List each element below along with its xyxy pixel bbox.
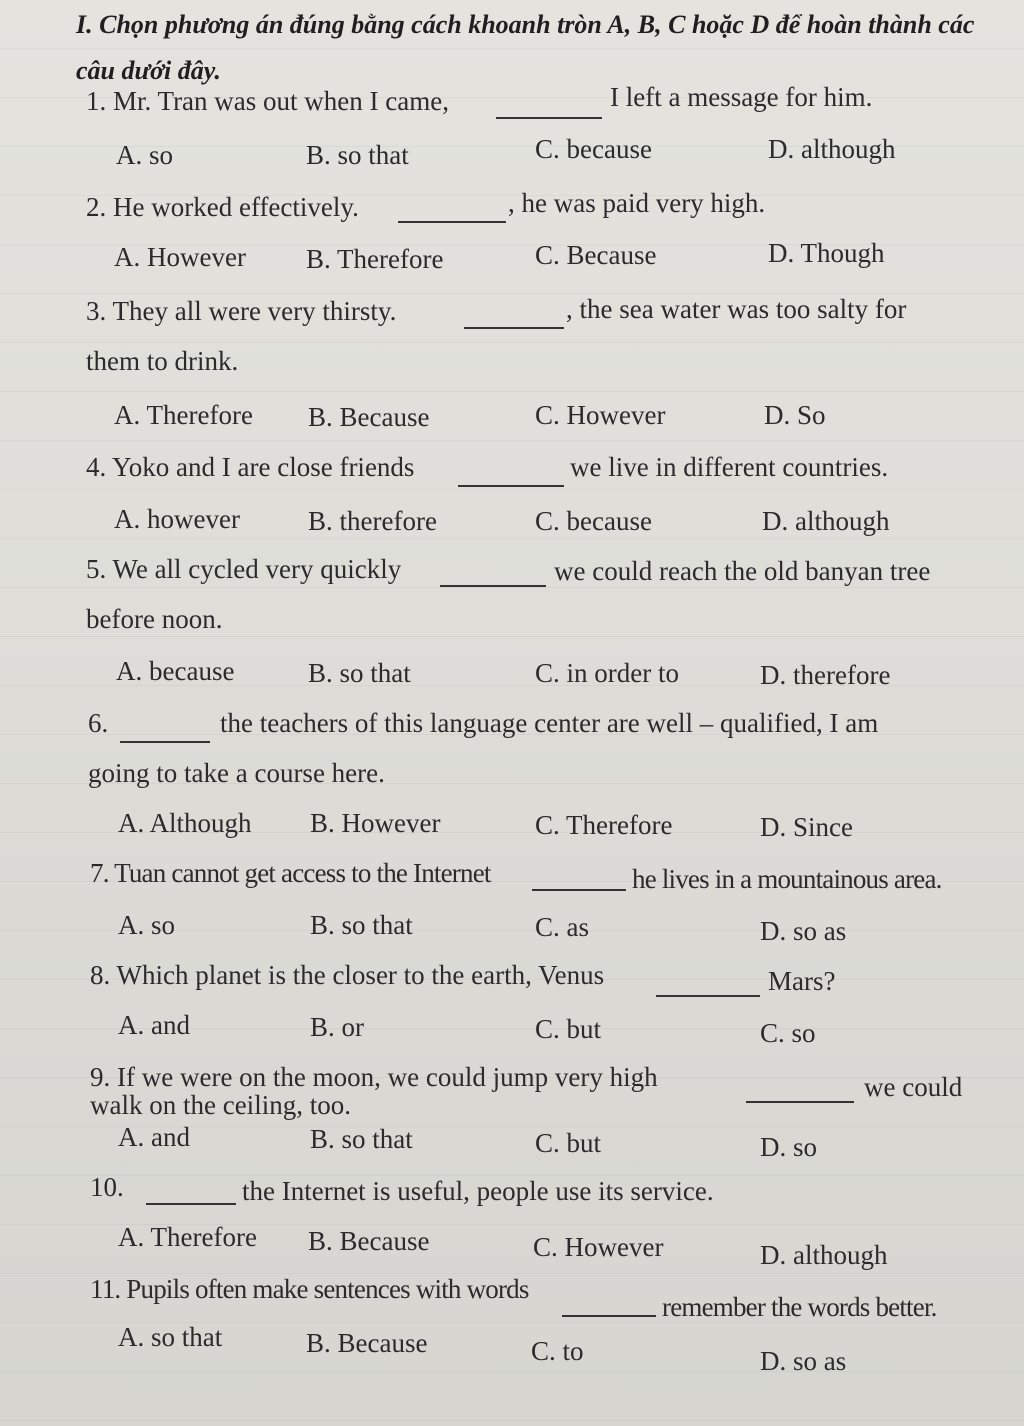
question-text: Mars? — [768, 966, 836, 996]
question-text: walk on the ceiling, too. — [90, 1090, 351, 1120]
option-d[interactable]: D. although — [762, 506, 890, 536]
option-d[interactable]: D. Since — [760, 812, 853, 842]
answer-blank[interactable] — [464, 326, 564, 329]
question-text: 8. Which planet is the closer to the earth, Venus — [90, 960, 605, 990]
option-b[interactable]: B. However — [310, 808, 441, 838]
option-d[interactable]: D. So — [764, 400, 826, 430]
option-d[interactable]: D. although — [760, 1240, 888, 1270]
option-a[interactable]: A. and — [118, 1010, 190, 1040]
question-text: the teachers of this language center are well – qualified, I am — [220, 708, 879, 738]
exercise-heading: I. Chọn phương án đúng bằng cách khoanh tròn A, B, C hoặc D để hoàn thành các câu dưới đây. — [76, 10, 975, 85]
option-b[interactable]: B. therefore — [308, 506, 437, 536]
option-c[interactable]: C. to — [531, 1336, 584, 1366]
question-text: them to drink. — [86, 346, 239, 376]
answer-blank[interactable] — [146, 1202, 236, 1205]
option-b[interactable]: B. Because — [306, 1328, 428, 1358]
option-a[interactable]: A. Therefore — [114, 400, 253, 430]
question-text: 11. Pupils often make sentences with words — [90, 1274, 529, 1304]
option-a[interactable]: A. Therefore — [118, 1222, 257, 1252]
question-text: , the sea water was too salty for — [566, 294, 907, 324]
option-a[interactable]: A. However — [114, 242, 246, 272]
option-c[interactable]: C. but — [535, 1014, 602, 1044]
option-a[interactable]: A. so — [116, 140, 174, 170]
option-b[interactable]: B. so that — [308, 658, 411, 688]
question-text: 10. — [90, 1172, 124, 1202]
option-c[interactable]: C. as — [535, 912, 589, 942]
option-c[interactable]: C. because — [535, 506, 652, 536]
question-text: 5. We all cycled very quickly — [86, 554, 402, 584]
answer-blank[interactable] — [746, 1100, 854, 1103]
option-c[interactable]: C. However — [533, 1232, 664, 1262]
answer-blank[interactable] — [532, 888, 626, 891]
question-text: the Internet is useful, people use its service. — [242, 1176, 714, 1206]
option-a[interactable]: A. because — [116, 656, 235, 686]
option-c[interactable]: C. Therefore — [535, 810, 673, 840]
option-c[interactable]: C. but — [535, 1128, 602, 1158]
option-c[interactable]: C. However — [535, 400, 666, 430]
option-c[interactable]: C. Because — [535, 240, 657, 270]
option-b[interactable]: B. Because — [308, 1226, 430, 1256]
answer-blank[interactable] — [120, 740, 210, 743]
answer-blank[interactable] — [398, 220, 506, 223]
answer-blank[interactable] — [458, 484, 564, 487]
option-a[interactable]: A. so — [118, 910, 176, 940]
question-text: before noon. — [86, 604, 223, 634]
question-text: remember the words better. — [662, 1292, 937, 1322]
option-d[interactable]: D. although — [768, 134, 896, 164]
answer-blank[interactable] — [562, 1314, 656, 1317]
question-text: we could — [864, 1072, 963, 1102]
question-text: 3. They all were very thirsty. — [86, 296, 397, 326]
option-b[interactable]: B. so that — [306, 140, 409, 170]
option-c[interactable]: C. because — [535, 134, 652, 164]
question-text: 4. Yoko and I are close friends — [86, 452, 415, 482]
question-text: I left a message for him. — [610, 82, 873, 112]
option-c[interactable]: C. in order to — [535, 658, 679, 688]
question-text: 7. Tuan cannot get access to the Internet — [90, 858, 491, 888]
question-text: going to take a course here. — [88, 758, 385, 788]
option-b[interactable]: B. Therefore — [306, 244, 444, 274]
option-d[interactable]: D. so — [760, 1132, 818, 1162]
question-text: 2. He worked effectively. — [86, 192, 359, 222]
option-a[interactable]: A. and — [118, 1122, 190, 1152]
answer-blank[interactable] — [440, 584, 546, 587]
option-d[interactable]: C. so — [760, 1018, 816, 1048]
option-d[interactable]: D. therefore — [760, 660, 891, 690]
option-b[interactable]: B. or — [310, 1012, 364, 1042]
option-b[interactable]: B. so that — [310, 910, 413, 940]
question-text: 9. If we were on the moon, we could jump very high — [90, 1062, 658, 1092]
option-d[interactable]: D. Though — [768, 238, 885, 268]
option-b[interactable]: B. so that — [310, 1124, 413, 1154]
option-a[interactable]: A. Although — [118, 808, 252, 838]
question-text: , he was paid very high. — [508, 188, 766, 218]
answer-blank[interactable] — [496, 116, 602, 119]
question-text: he lives in a mountainous area. — [632, 864, 942, 894]
option-b[interactable]: B. Because — [308, 402, 430, 432]
option-d[interactable]: D. so as — [760, 1346, 847, 1376]
question-text: we live in different countries. — [570, 452, 889, 482]
option-d[interactable]: D. so as — [760, 916, 847, 946]
answer-blank[interactable] — [656, 994, 760, 997]
question-text: we could reach the old banyan tree — [554, 556, 931, 586]
option-a[interactable]: A. so that — [118, 1322, 223, 1352]
question-text: 1. Mr. Tran was out when I came, — [86, 86, 449, 116]
question-text: 6. — [88, 708, 109, 738]
option-a[interactable]: A. however — [114, 504, 240, 534]
